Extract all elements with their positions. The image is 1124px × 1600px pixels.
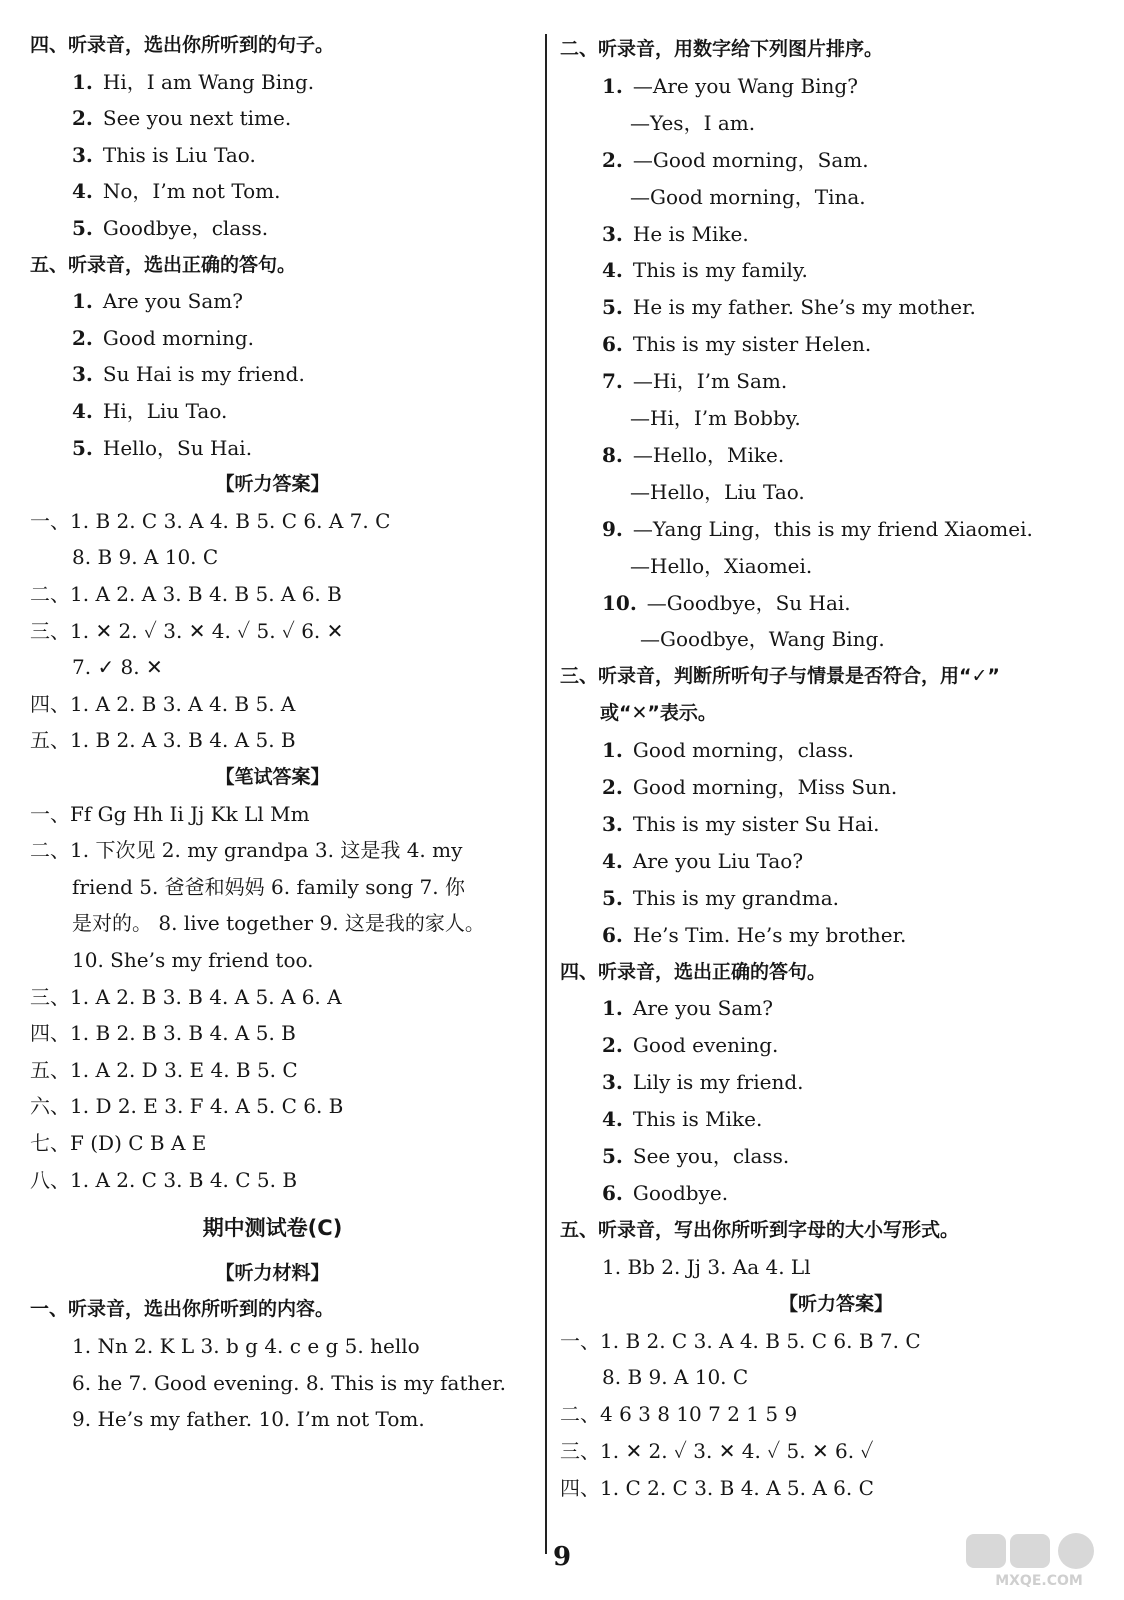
dialogue-reply: —Hello，Xiaomei. bbox=[630, 553, 813, 578]
column-divider bbox=[545, 34, 547, 1554]
item-text: See you，class. bbox=[632, 1144, 790, 1168]
dialogue-reply: —Hi，I’m Bobby. bbox=[630, 406, 801, 430]
answer-line: 四、1. C 2. C 3. B 4. A 5. A 6. C bbox=[560, 1476, 874, 1501]
numbered-item bbox=[602, 329, 871, 359]
item-number: 9. bbox=[602, 516, 623, 541]
numbered-item bbox=[602, 1030, 778, 1060]
item-number: 8. bbox=[602, 442, 623, 467]
numbered-item bbox=[602, 145, 869, 175]
item-text: This is my sister Helen. bbox=[632, 332, 872, 357]
item-number: 2. bbox=[602, 1033, 623, 1058]
numbered-item bbox=[602, 440, 784, 470]
item-number: 2. bbox=[602, 775, 623, 799]
item-number: 5. bbox=[602, 295, 623, 320]
indented-line: 6. he 7. Good evening. 8. This is my father. bbox=[72, 1370, 506, 1395]
item-number: 2. bbox=[72, 106, 93, 131]
item-number: 4. bbox=[602, 848, 623, 873]
item-text: This is my sister Su Hai. bbox=[632, 811, 880, 836]
item-text: Lily is my friend. bbox=[632, 1070, 804, 1095]
numbered-item bbox=[602, 1067, 804, 1097]
item-text: Good morning. bbox=[102, 325, 254, 350]
numbered-item bbox=[602, 1141, 789, 1171]
item-text: Hello，Su Hai. bbox=[102, 435, 253, 460]
section-heading: 五、听录音，写出你所听到字母的大小写形式。 bbox=[560, 1218, 960, 1241]
item-number: 4. bbox=[72, 179, 93, 204]
answer-line: 五、1. A 2. D 3. E 4. B 5. C bbox=[30, 1057, 298, 1082]
numbered-item bbox=[602, 588, 851, 618]
item-text: Hi，I am Wang Bing. bbox=[102, 69, 315, 94]
item-text: Are you Sam? bbox=[102, 289, 243, 314]
page-number: 9 bbox=[552, 1542, 572, 1572]
numbered-item bbox=[602, 1104, 762, 1134]
item-text: Are you Liu Tao? bbox=[632, 848, 804, 873]
numbered-item bbox=[602, 846, 803, 876]
section-heading-cont: 或“✕”表示。 bbox=[600, 702, 717, 725]
item-text: This is Liu Tao. bbox=[102, 142, 256, 167]
item-number: 6. bbox=[602, 1180, 623, 1205]
numbered-item bbox=[602, 366, 787, 396]
item-number: 1. bbox=[602, 73, 623, 98]
numbered-item bbox=[602, 514, 1033, 544]
answer-line: 二、1. 下次见 2. my grandpa 3. 这是我 4. my bbox=[30, 838, 463, 863]
item-text: Hi，Liu Tao. bbox=[102, 399, 228, 423]
numbered-item bbox=[602, 735, 854, 765]
numbered-item bbox=[72, 433, 252, 463]
watermark-logo bbox=[964, 1530, 1114, 1590]
dialogue-reply: —Good morning，Tina. bbox=[630, 184, 866, 209]
section-heading: 五、听录音，选出正确的答句。 bbox=[30, 253, 297, 276]
section-heading: 四、听录音，选出正确的答句。 bbox=[560, 960, 827, 983]
answer-subheading: 【听力材料】 bbox=[215, 1261, 330, 1284]
item-number: 3. bbox=[602, 221, 623, 246]
item-text: Good evening. bbox=[632, 1033, 779, 1058]
item-text: —Goodbye，Su Hai. bbox=[646, 590, 851, 615]
item-number: 4. bbox=[72, 399, 93, 423]
dialogue-reply: —Yes，I am. bbox=[630, 110, 756, 135]
item-number: 5. bbox=[72, 435, 93, 460]
numbered-item bbox=[602, 920, 906, 950]
item-text: —Hi，I’m Sam. bbox=[632, 369, 788, 394]
indented-line: 8. B 9. A 10. C bbox=[602, 1365, 749, 1390]
wrapped-line: 是对的。 8. live together 9. 这是我的家人。 bbox=[72, 911, 485, 936]
numbered-item bbox=[602, 71, 858, 101]
item-number: 3. bbox=[602, 811, 623, 836]
item-number: 4. bbox=[602, 258, 623, 283]
item-text: —Good morning，Sam. bbox=[632, 147, 869, 172]
numbered-item bbox=[602, 993, 773, 1023]
indented-line: 10. She’s my friend too. bbox=[72, 948, 314, 972]
numbered-item bbox=[72, 103, 291, 133]
numbered-item bbox=[602, 772, 897, 802]
item-number: 2. bbox=[72, 325, 93, 350]
item-number: 3. bbox=[72, 142, 93, 167]
numbered-item bbox=[602, 219, 749, 249]
answer-line: 二、4 6 3 8 10 7 2 1 5 9 bbox=[560, 1402, 798, 1427]
section-heading: 四、听录音，选出你所听到的句子。 bbox=[30, 34, 335, 56]
item-number: 5. bbox=[72, 216, 93, 240]
numbered-item bbox=[72, 359, 305, 389]
item-text: Good morning，class. bbox=[632, 738, 855, 763]
answer-line: 一、1. B 2. C 3. A 4. B 5. C 6. B 7. C bbox=[560, 1328, 921, 1353]
section-heading: 二、听录音，用数字给下列图片排序。 bbox=[560, 38, 884, 60]
numbered-item bbox=[602, 292, 976, 322]
item-text: —Are you Wang Bing? bbox=[632, 73, 858, 98]
item-number: 4. bbox=[602, 1107, 623, 1132]
item-text: Su Hai is my friend. bbox=[102, 362, 305, 387]
item-number: 1. bbox=[72, 69, 93, 94]
item-number: 5. bbox=[602, 885, 623, 910]
item-number: 7. bbox=[602, 369, 623, 394]
item-text: He’s Tim. He’s my brother. bbox=[632, 922, 907, 947]
item-number: 2. bbox=[602, 147, 623, 172]
item-text: Are you Sam? bbox=[632, 996, 773, 1021]
answer-line: 三、1. ✕ 2. ✓ 3. ✕ 4. ✓ 5. ✓ 6. ✕ bbox=[30, 618, 344, 643]
answer-subheading: 【笔试答案】 bbox=[215, 766, 330, 788]
dialogue-reply: —Goodbye，Wang Bing. bbox=[640, 627, 885, 652]
numbered-item bbox=[72, 67, 314, 97]
numbered-item bbox=[602, 1178, 728, 1208]
answer-line: 四、1. A 2. B 3. A 4. B 5. A bbox=[30, 691, 296, 716]
item-text: —Yang Ling，this is my friend Xiaomei. bbox=[632, 516, 1033, 541]
answer-line: 一、1. B 2. C 3. A 4. B 5. C 6. A 7. C bbox=[30, 508, 391, 533]
dialogue-reply: —Hello，Liu Tao. bbox=[630, 479, 805, 504]
answer-line: 三、1. A 2. B 3. B 4. A 5. A 6. A bbox=[30, 984, 342, 1009]
answer-line: 八、1. A 2. C 3. B 4. C 5. B bbox=[30, 1167, 298, 1192]
item-text: Goodbye，class. bbox=[102, 216, 269, 240]
indented-line: 8. B 9. A 10. C bbox=[72, 545, 219, 570]
item-number: 3. bbox=[72, 362, 93, 387]
numbered-item bbox=[72, 176, 280, 206]
item-text: No，I’m not Tom. bbox=[102, 179, 281, 204]
answer-line: 四、1. B 2. B 3. B 4. A 5. B bbox=[30, 1021, 296, 1046]
section-heading: 一、听录音，选出你所听到的内容。 bbox=[30, 1298, 335, 1321]
answer-line: 一、Ff Gg Hh Ii Jj Kk Ll Mm bbox=[30, 801, 310, 826]
item-text: He is Mike. bbox=[632, 221, 749, 246]
watermark-text: MXQE.COM bbox=[995, 1573, 1083, 1589]
numbered-item bbox=[602, 883, 839, 913]
item-text: Good morning，Miss Sun. bbox=[632, 775, 898, 799]
numbered-item bbox=[72, 213, 268, 243]
item-text: This is Mike. bbox=[632, 1107, 763, 1132]
numbered-item bbox=[72, 140, 256, 170]
answer-line: 五、1. B 2. A 3. B 4. A 5. B bbox=[30, 728, 296, 753]
indented-line: 1. Bb 2. Jj 3. Aa 4. Ll bbox=[602, 1254, 811, 1279]
indented-line: 9. He’s my father. 10. I’m not Tom. bbox=[72, 1407, 425, 1432]
item-number: 10. bbox=[602, 590, 637, 615]
answer-line: 七、F (D) C B A E bbox=[30, 1131, 207, 1155]
numbered-item bbox=[72, 396, 227, 426]
indented-line: 7. ✓ 8. ✕ bbox=[72, 655, 163, 680]
numbered-item bbox=[602, 809, 880, 839]
item-number: 6. bbox=[602, 332, 623, 357]
item-text: Goodbye. bbox=[632, 1180, 729, 1205]
answer-subheading: 【听力答案】 bbox=[215, 473, 330, 496]
test-title: 期中测试卷(C) bbox=[202, 1216, 343, 1241]
item-text: This is my grandma. bbox=[632, 885, 839, 910]
item-number: 3. bbox=[602, 1070, 623, 1095]
item-number: 6. bbox=[602, 922, 623, 947]
numbered-item bbox=[602, 255, 808, 285]
answer-subheading: 【听力答案】 bbox=[778, 1292, 893, 1315]
item-text: —Hello，Mike. bbox=[632, 442, 785, 467]
answer-line: 六、1. D 2. E 3. F 4. A 5. C 6. B bbox=[30, 1094, 344, 1119]
item-text: He is my father. She’s my mother. bbox=[632, 295, 976, 320]
numbered-item bbox=[72, 323, 254, 353]
item-number: 1. bbox=[602, 996, 623, 1021]
item-text: This is my family. bbox=[632, 258, 808, 283]
item-number: 1. bbox=[602, 738, 623, 763]
item-number: 1. bbox=[72, 289, 93, 314]
wrapped-line: friend 5. 爸爸和妈妈 6. family song 7. 你 bbox=[72, 874, 465, 899]
indented-line: 1. Nn 2. K L 3. b g 4. c e g 5. hello bbox=[72, 1334, 420, 1358]
section-heading: 三、听录音，判断所听句子与情景是否符合，用“✓” bbox=[560, 665, 1000, 688]
answer-line: 三、1. ✕ 2. ✓ 3. ✕ 4. ✓ 5. ✕ 6. ✓ bbox=[560, 1439, 874, 1464]
item-number: 5. bbox=[602, 1144, 623, 1168]
numbered-item bbox=[72, 286, 243, 316]
answer-line: 二、1. A 2. A 3. B 4. B 5. A 6. B bbox=[30, 582, 342, 606]
item-text: See you next time. bbox=[102, 106, 292, 131]
